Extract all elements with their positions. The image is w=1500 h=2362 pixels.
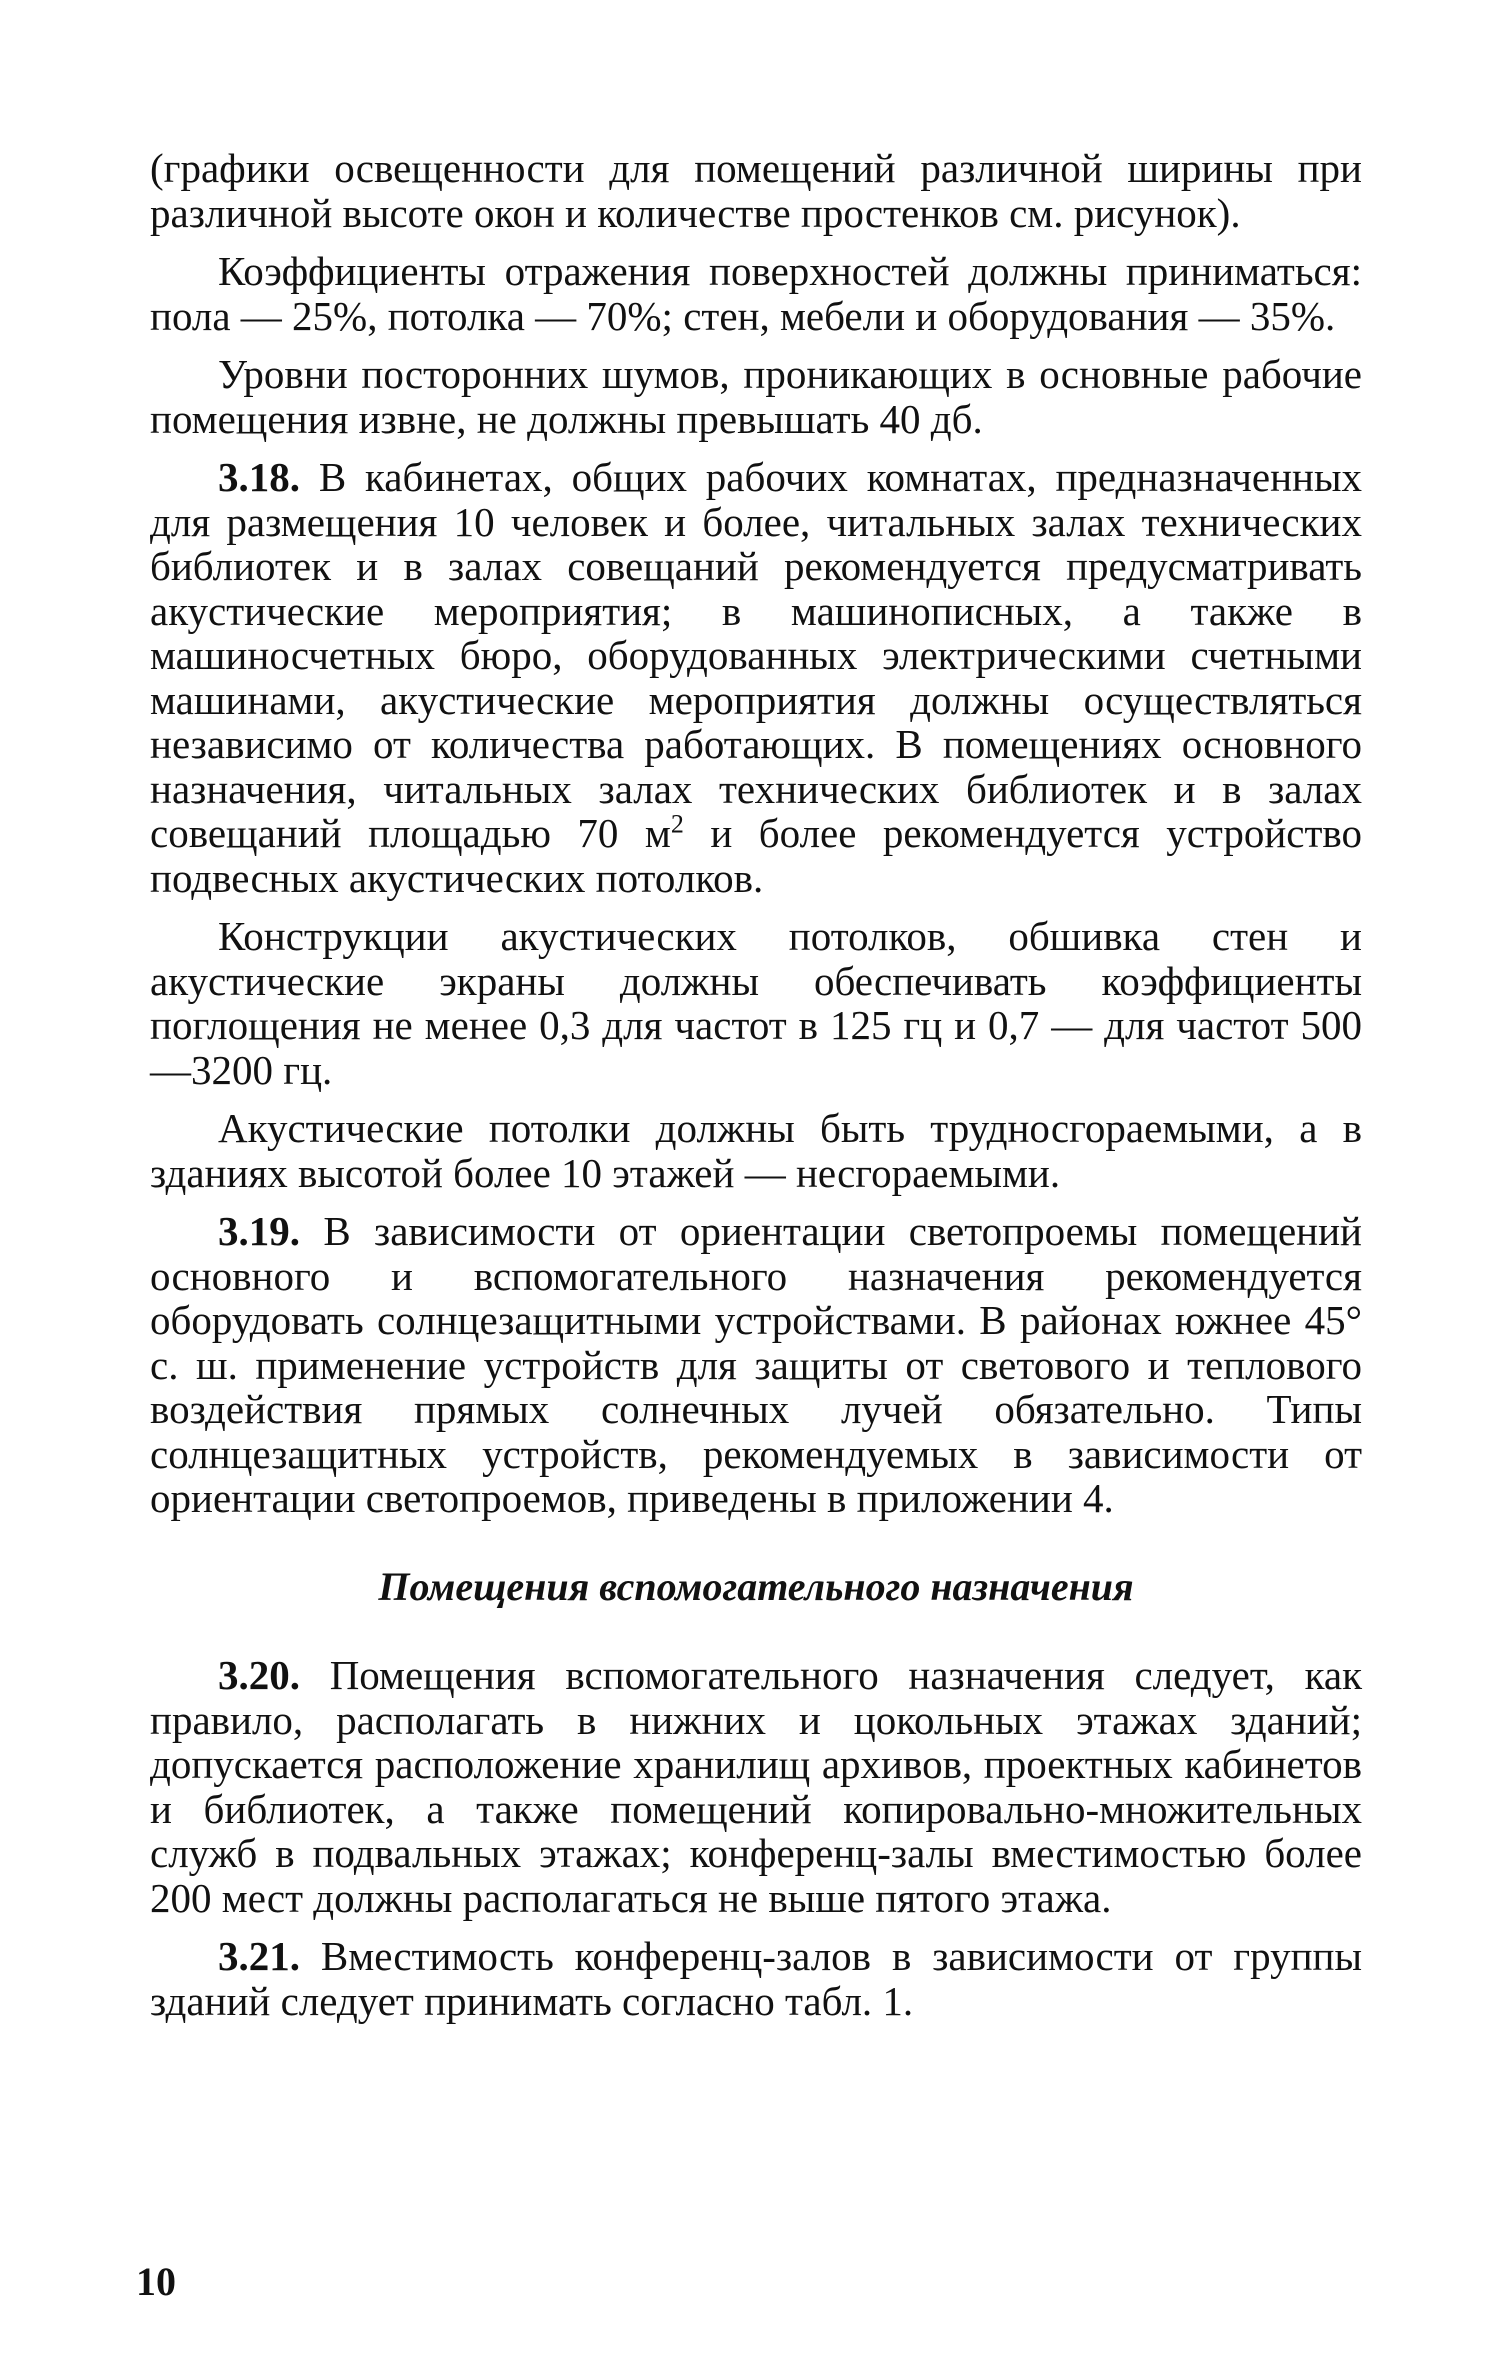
- clause-3-20: [150, 1653, 1362, 1920]
- paragraph-acoustic-ceilings: [150, 914, 1362, 1092]
- section-heading: Помещения вспомогательного назначения: [378, 1563, 1134, 1609]
- paragraph-noise-levels: [150, 352, 1362, 441]
- paragraph-text: Коэффициенты отражения поверхностей должны приниматься: пола — 25%, потолка — 70%; стен, мебели и оборудования — 35%.: [150, 248, 1362, 339]
- clause-3-18: [150, 455, 1362, 900]
- superscript: 2: [670, 809, 684, 839]
- clause-number: 3.21.: [218, 1933, 300, 1979]
- paragraph-fire-resistance: [150, 1106, 1362, 1195]
- paragraph-text: (графики освещенности для помещений различной ширины при различной высоте окон и количестве простенков см. рисунок).: [150, 145, 1362, 236]
- clause-number: 3.20.: [218, 1652, 300, 1698]
- page-number: 10: [136, 2259, 176, 2304]
- paragraph-text: Конструкции акустических потолков, обшивка стен и акустические экраны должны обеспечивать коэффициенты поглощения не менее 0,3 для частот в 125 гц и 0,7 — для частот 500—3200 гц.: [150, 913, 1362, 1093]
- paragraph-text: Уровни посторонних шумов, проникающих в основные рабочие помещения извне, не должны превышать 40 дб.: [150, 351, 1362, 442]
- clause-3-21: [150, 1934, 1362, 2023]
- paragraph-text: В зависимости от ориентации светопроемы помещений основного и вспомогательного назначения рекомендуется оборудовать солнцезащитными устройствами. В районах южнее 45° с. ш. применение устройств для защиты от светового и теплового воздействия прямых солнечных лучей обязательно. Типы солнцезащитных устройств, рекомендуемых в зависимости от ориентации светопроемов, приведены в приложении 4.: [150, 1208, 1362, 1521]
- paragraph-text-tail: и более рекомендуется устройство подвесных акустических потолков.: [150, 810, 1362, 901]
- paragraph-text: Акустические потолки должны быть трудносгораемыми, а в зданиях высотой более 10 этажей — несгораемыми.: [150, 1105, 1362, 1196]
- paragraph-text: Помещения вспомогательного назначения следует, как правило, располагать в нижних и цокольных этажах зданий; допускается расположение хранилищ архивов, проектных кабинетов и библиотек, а также помещений копировально-множительных служб в подвальных этажах; конференц-залы вместимостью более 200 мест должны располагаться не выше пятого этажа.: [150, 1652, 1363, 1921]
- document-page: [150, 146, 1362, 2037]
- clause-3-19: [150, 1209, 1362, 1521]
- paragraph-continuation: [150, 146, 1362, 235]
- paragraph-text: Вместимость конференц-залов в зависимости от группы зданий следует принимать согласно табл. 1.: [150, 1933, 1362, 2024]
- clause-number: 3.19.: [218, 1208, 300, 1254]
- paragraph-reflection-coefficients: [150, 249, 1362, 338]
- clause-number: 3.18.: [218, 454, 300, 500]
- paragraph-text: В кабинетах, общих рабочих комнатах, предназначенных для размещения 10 человек и более, читальных залах технических библиотек и в залах совещаний рекомендуется предусматривать акустические мероприятия; в машинописных, а также в машиносчетных бюро, оборудованных электрическими счетными машинами, акустические мероприятия должны осуществляться независимо от количества работающих. В помещениях основного назначения, читальных залах технических библиотек и в залах совещаний площадью 70 м: [150, 454, 1362, 856]
